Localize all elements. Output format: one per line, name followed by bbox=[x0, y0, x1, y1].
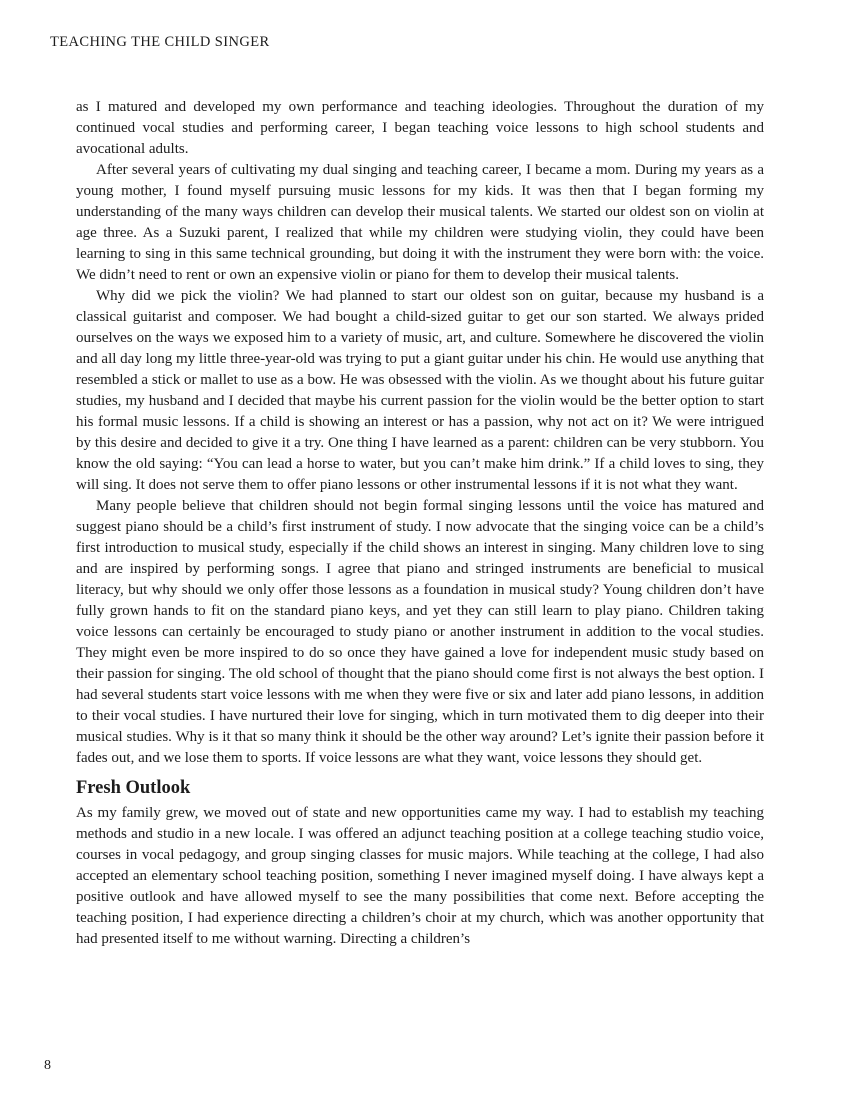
body-paragraph: Why did we pick the violin? We had planned to start our oldest son on guitar, because my husband is a classical guitarist and composer. We had bought a child-sized guitar to get our son started. We always prided ourselves on the ways we exposed him to a variety of music, art, and culture. Somewhere he discovered the violin and all day long my little three-year-old was trying to put a giant guitar under his chin. He would use anything that resembled a stick or mallet to use as a bow. He was obsessed with the violin. As we thought about his future guitar studies, my husband and I decided that maybe his current passion for the violin would be the better option to start his formal music lessons. If a child is showing an interest or has a passion, why not act on it? We were intrigued by this desire and decided to give it a try. One thing I have learned as a parent: children can be very stubborn. You know the old saying: “You can lead a horse to water, but you can’t make him drink.” If a child loves to sing, they will sing. It does not serve them to offer piano lessons or other instrumental lessons if it is not what they want. bbox=[76, 288, 764, 493]
body-paragraph: Many people believe that children should not begin formal singing lessons until the voice has matured and suggest piano should be a child’s first instrument of study. I now advocate that the singing voice can be a child’s first introduction to musical study, especially if the child shows an interest in singing. Many children love to sing and are inspired by performing songs. I agree that piano and stringed instruments are beneficial to musical literacy, but why should we only offer those lessons as a foundation in musical study? Young children don’t have fully grown hands to fit on the standard piano keys, and yet they can still learn to play piano. Children taking voice lessons can certainly be encouraged to study piano or another instrument in addition to the vocal studies. They might even be more inspired to do so once they have gained a love for independent music study based on their passion for singing. The old school of thought that the piano should come first is not always the best option. I had several students start voice lessons with me when they were five or six and later add piano lessons, in addition to their vocal studies. I have nurtured their love for singing, which in turn motivated them to dig deeper into their musical studies. Why is it that so many think it should be the other way around? Let’s ignite their passion before it fades out, and we lose them to sports. If voice lessons are what they want, voice lessons they should get. bbox=[76, 498, 764, 766]
body-paragraph: As my family grew, we moved out of state and new opportunities came my way. I had to establish my teaching methods and studio in a new locale. I was offered an adjunct teaching position at a college teaching studio voice, courses in vocal pedagogy, and group singing classes for music majors. While teaching at the college, I had also accepted an elementary school teaching position, something I never imagined myself doing. I have always kept a positive outlook and have allowed myself to see the many possibilities that come next. Before accepting the teaching position, I had experience directing a children’s choir at my church, which was another opportunity that had presented itself to me without warning. Directing a children’s bbox=[76, 805, 764, 947]
body-text bbox=[76, 97, 764, 950]
body-paragraph: After several years of cultivating my dual singing and teaching career, I became a mom. During my years as a young mother, I found myself pursuing music lessons for my kids. It was then that I began forming my understanding of the many ways children can develop their musical talents. We started our oldest son on violin at age three. As a Suzuki parent, I realized that while my children were studying violin, they could have been learning to sing in this same technical grounding, but doing it with the instrument they were born with: the voice. We didn’t need to rent or own an expensive violin or piano for them to develop their musical talents. bbox=[76, 162, 764, 283]
body-paragraph: as I matured and developed my own performance and teaching ideologies. Throughout the duration of my continued vocal studies and performing career, I began teaching voice lessons to high school students and avocational adults. bbox=[76, 99, 764, 157]
running-head: TEACHING THE CHILD SINGER bbox=[50, 34, 270, 50]
section-heading: Fresh Outlook bbox=[76, 778, 191, 798]
page-number: 8 bbox=[44, 1058, 51, 1073]
